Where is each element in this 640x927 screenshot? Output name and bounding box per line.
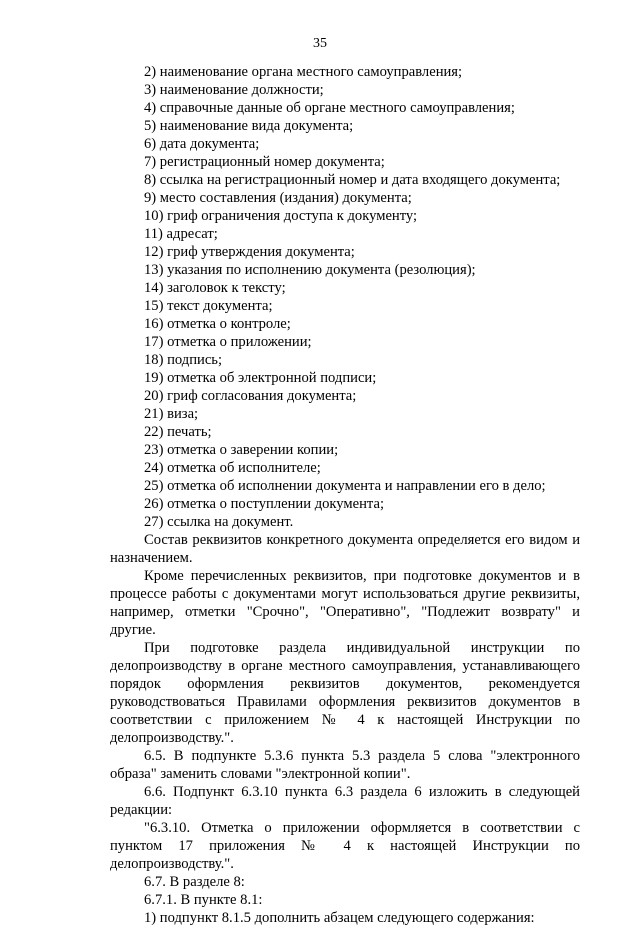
list-item: 22) печать; [144,424,212,440]
list-item: 13) указания по исполнению документа (резолюция); [144,262,476,278]
list-item: 14) заголовок к тексту; [144,280,286,296]
list-item: 27) ссылка на документ. [144,514,294,530]
list-item: 8) ссылка на регистрационный номер и дата входящего документа; [144,172,561,188]
paragraph: 6.5. В подпункте 5.3.6 пункта 5.3 раздела 5 слова "электронного образа" заменить словами "электронной копии". [110,748,580,782]
paragraph: 6.7. В разделе 8: [144,874,245,890]
list-item: 4) справочные данные об органе местного самоуправления; [144,100,515,116]
requisites-list [110,63,580,531]
list-item: 19) отметка об электронной подписи; [144,370,377,386]
list-item: 23) отметка о заверении копии; [144,442,339,458]
list-item: 10) гриф ограничения доступа к документу; [144,208,418,224]
list-item: 16) отметка о контроле; [144,316,291,332]
paragraph: При подготовке раздела индивидуальной инструкции по делопроизводству в органе местного самоуправления, устанавливающего порядок оформления реквизитов документов, рекомендуется руководствоваться Правилами оформления реквизитов документов в соответствии с приложением № 4 к настоящей Инструкции по делопроизводству.". [110,640,580,746]
list-item: 5) наименование вида документа; [144,118,354,134]
list-item: 3) наименование должности; [144,82,324,98]
list-item: 15) текст документа; [144,298,273,314]
paragraph: Состав реквизитов конкретного документа определяется его видом и назначением. [110,532,580,566]
list-item: 2) наименование органа местного самоуправления; [144,64,463,80]
paragraph: 6.7.1. В пункте 8.1: [144,892,263,908]
list-item: 24) отметка об исполнителе; [144,460,321,476]
list-item: 7) регистрационный номер документа; [144,154,385,170]
paragraph: 1) подпункт 8.1.5 дополнить абзацем следующего содержания: [144,910,535,926]
list-item: 12) гриф утверждения документа; [144,244,355,260]
list-item: 9) место составления (издания) документа; [144,190,412,206]
list-item: 20) гриф согласования документа; [144,388,357,404]
page-number: 35 [313,36,327,51]
list-item: 11) адресат; [144,226,218,242]
list-item: 17) отметка о приложении; [144,334,312,350]
list-item: 25) отметка об исполнении документа и направлении его в дело; [144,478,546,494]
paragraph: "6.3.10. Отметка о приложении оформляется в соответствии с пунктом 17 приложения № 4 к настоящей Инструкции по делопроизводству.". [110,820,580,872]
paragraph: 6.6. Подпункт 6.3.10 пункта 6.3 раздела 6 изложить в следующей редакции: [110,784,580,818]
document-body [110,63,580,927]
list-item: 26) отметка о поступлении документа; [144,496,385,512]
paragraph: Кроме перечисленных реквизитов, при подготовке документов и в процессе работы с документами могут использоваться другие реквизиты, например, отметки "Срочно", "Оперативно", "Подлежит возврату" и другие. [110,568,580,638]
list-item: 6) дата документа; [144,136,260,152]
list-item: 21) виза; [144,406,199,422]
list-item: 18) подпись; [144,352,223,368]
